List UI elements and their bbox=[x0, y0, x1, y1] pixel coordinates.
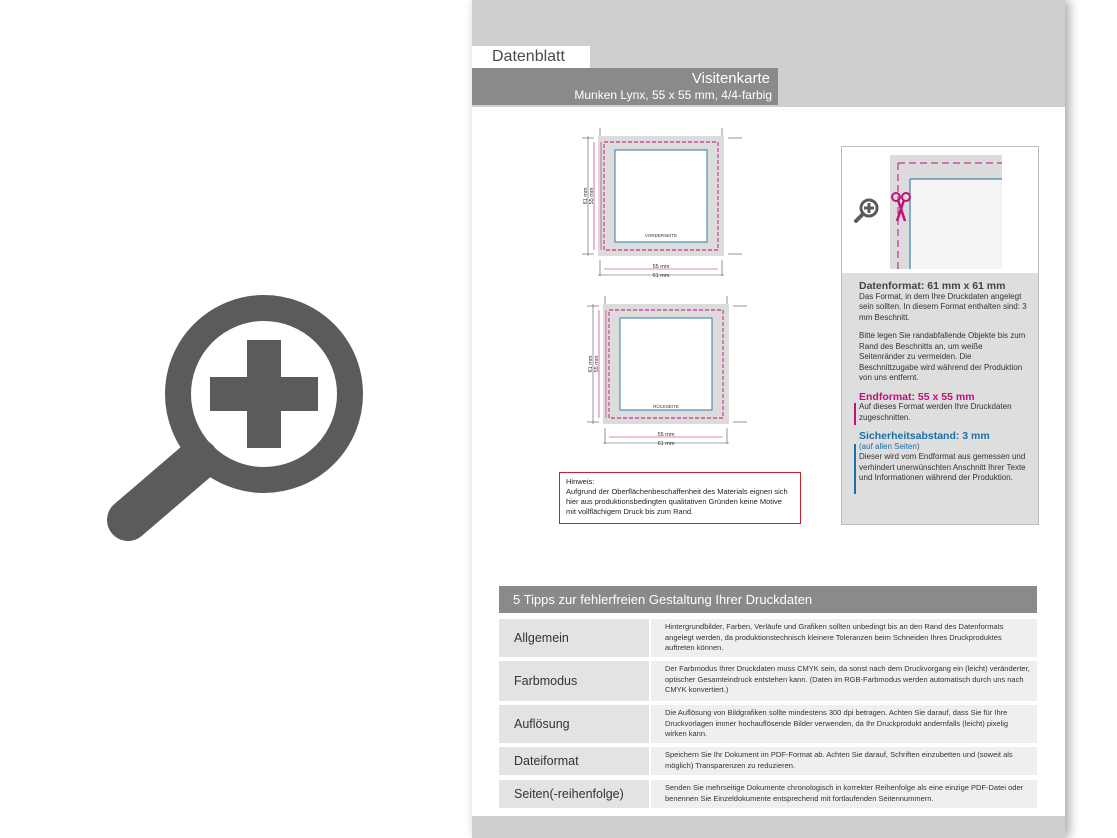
format-info-panel bbox=[841, 146, 1039, 525]
tip-row bbox=[499, 661, 1037, 701]
endformat-title: Endformat: 55 x 55 mm bbox=[859, 390, 975, 403]
front-dim-inner-w: 55 mm bbox=[652, 264, 670, 270]
notice-title: Hinweis: bbox=[566, 477, 595, 486]
title-bar bbox=[472, 68, 778, 105]
sicherheit-text: Dieser wird vom Endformat aus gemessen und verhindert unerwünschten Anschnitt Ihrer Texte und Informationen während der Produktion. bbox=[859, 452, 1026, 482]
back-side-label: RÜCKSEITE bbox=[653, 404, 679, 409]
zoom-in-icon[interactable] bbox=[852, 197, 880, 225]
zoom-in-icon[interactable] bbox=[98, 292, 368, 562]
front-side-diagram bbox=[582, 128, 757, 280]
scissors-icon bbox=[890, 191, 912, 227]
front-side-label: VORDERSEITE bbox=[644, 233, 678, 238]
tip-row bbox=[499, 780, 1037, 808]
sicherheit-title: Sicherheitsabstand: 3 mm bbox=[859, 430, 990, 442]
tip-label: Farbmodus bbox=[499, 661, 649, 701]
notice-text: Aufgrund der Oberflächenbeschaffenheit des Materials eignen sich hier aus produktionsbedingten qualitativen Gründen keine Motive mit vollflächigem Druck bis zum Rand. bbox=[566, 487, 788, 516]
datasheet-tag: Datenblatt bbox=[472, 46, 590, 68]
datenformat-title: Datenformat: 61 mm x 61 mm bbox=[859, 280, 1006, 292]
datasheet-page bbox=[472, 0, 1065, 838]
sicherheit-sub: (auf allen Seiten) bbox=[859, 441, 920, 451]
footer-band bbox=[472, 816, 1065, 838]
front-dim-outer-h: 61 mm bbox=[583, 187, 589, 205]
tip-text: Senden Sie mehrseitige Dokumente chronologisch in korrekter Reihenfolge als eine einzige PDF-Datei oder benennen Sie Einzeldokumente entsprechend mit fortlaufenden Seitennummern. bbox=[651, 780, 1037, 808]
corner-closeup bbox=[842, 147, 1038, 273]
tip-row bbox=[499, 747, 1037, 775]
back-side-diagram bbox=[587, 296, 762, 448]
back-dim-inner-w: 55 mm bbox=[657, 432, 675, 438]
tip-row bbox=[499, 705, 1037, 743]
product-subtitle: Munken Lynx, 55 x 55 mm, 4/4-farbig bbox=[574, 88, 772, 102]
endformat-text: Auf dieses Format werden Ihre Druckdaten zugeschnitten. bbox=[859, 402, 1012, 422]
datenformat-text: Das Format, in dem Ihre Druckdaten angelegt sein sollten. In diesem Format enthalten sind: 3 mm Beschnitt. bbox=[859, 291, 1027, 322]
sicherheit-marker bbox=[854, 444, 856, 494]
endformat-marker bbox=[854, 403, 856, 425]
tip-text: Hintergrundbilder, Farben, Verläufe und Grafiken sollten unbedingt bis an den Rand des Datenformats angelegt werden, da produktionstechnisch kleinere Toleranzen beim Schneiden Ihres Druckproduktes auftreten können. bbox=[651, 619, 1037, 657]
tip-text: Speichern Sie Ihr Dokument im PDF-Format ab. Achten Sie darauf, Schriften einzubetten und (soweit als möglich) Transparenzen zu reduzieren. bbox=[651, 747, 1037, 775]
tip-label: Seiten(-reihenfolge) bbox=[499, 780, 649, 808]
tip-label: Auflösung bbox=[499, 705, 649, 743]
format-info-body bbox=[842, 273, 1038, 525]
datenformat-text-2: Bitte legen Sie randabfallende Objekte bis zum Rand des Beschnitts an, um weiße Seitenränder zu vermeiden. Die Beschnittzugabe wird während der Produktion von uns entfernt. bbox=[859, 331, 1026, 382]
front-dim-inner-h: 55 mm bbox=[589, 187, 595, 205]
back-dim-inner-h: 55 mm bbox=[594, 355, 600, 373]
notice-box bbox=[559, 472, 801, 524]
tip-label: Dateiformat bbox=[499, 747, 649, 775]
back-dim-outer-h: 61 mm bbox=[588, 355, 594, 373]
tip-text: Der Farbmodus Ihrer Druckdaten muss CMYK sein, da sonst nach dem Druckvorgang ein (leicht) veränderter, optischer Gesamteindruck entstehen kann. (Daten im RGB-Farbmodus werden automatisch durch uns nach CMYK konvertiert.) bbox=[651, 661, 1037, 701]
tip-row bbox=[499, 619, 1037, 657]
tips-header: 5 Tipps zur fehlerfreien Gestaltung Ihrer Druckdaten bbox=[499, 586, 1037, 613]
product-title: Visitenkarte bbox=[691, 70, 770, 87]
tip-label: Allgemein bbox=[499, 619, 649, 657]
back-dim-outer-w: 61 mm bbox=[657, 441, 675, 447]
front-dim-outer-w: 61 mm bbox=[652, 273, 670, 279]
tip-text: Die Auflösung von Bildgrafiken sollte mindestens 300 dpi betragen. Achten Sie darauf, dass Sie für Ihre Druckvorlagen immer hochauflösende Bilder verwenden, da Ihr Druckprodukt andernfalls (leicht) pixelig wirken kann. bbox=[651, 705, 1037, 743]
